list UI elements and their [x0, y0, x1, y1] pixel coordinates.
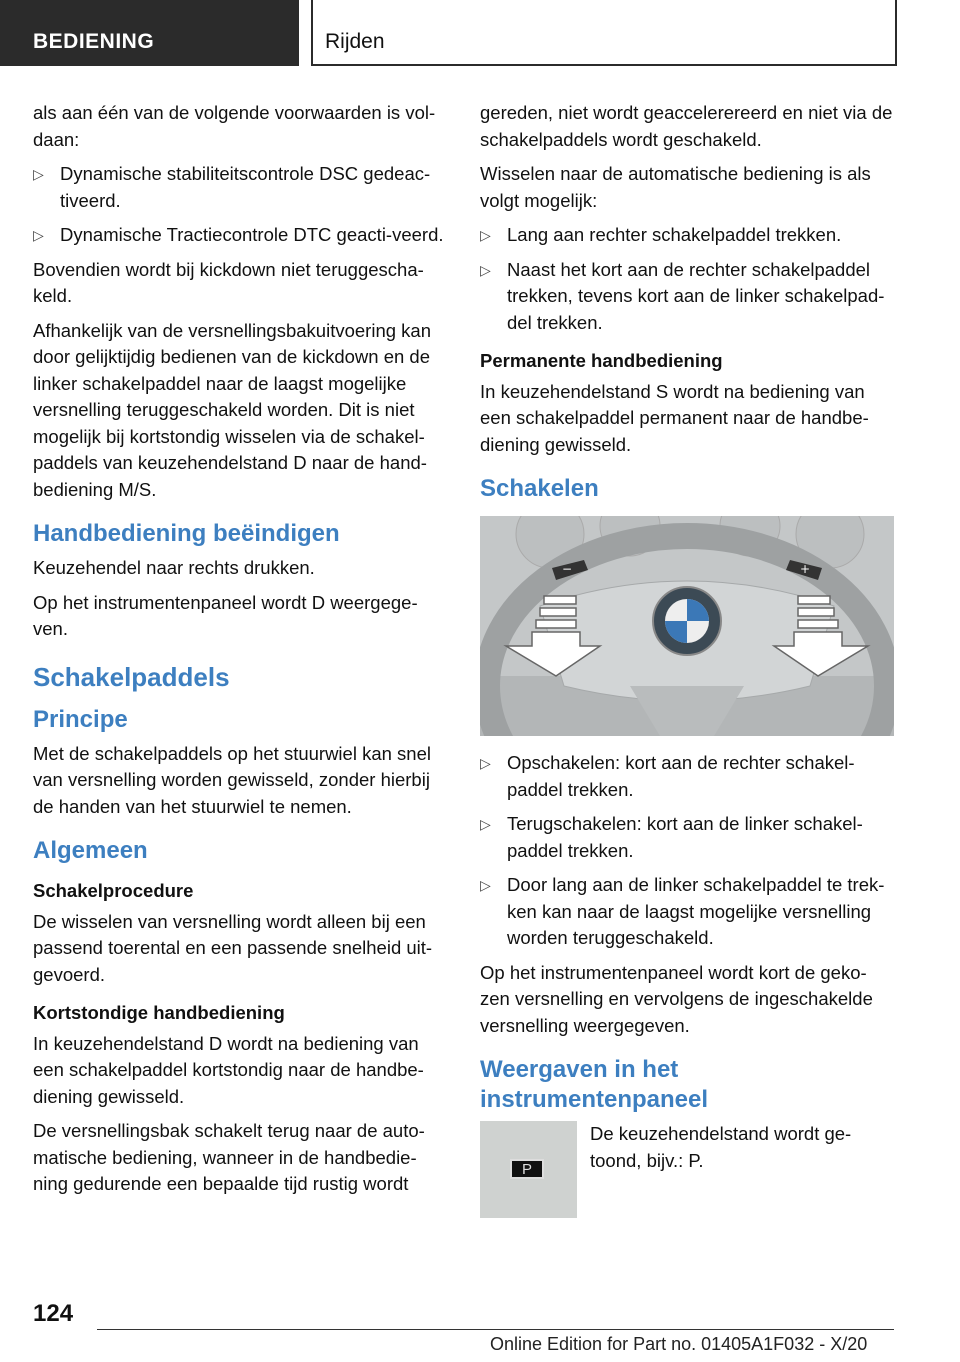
heading-schakelpaddels: Schakelpaddels	[33, 661, 230, 692]
list-item-text: Opschakelen: kort aan de rechter schakel-paddel trekken.	[507, 752, 855, 800]
list-item-text: Lang aan rechter schakelpaddel trekken.	[507, 224, 842, 245]
paragraph: Met de schakelpaddels op het stuurwiel kan snel van versnelling worden gewisseld, zonder hierbij de handen van het stuurwiel te nemen.	[33, 742, 431, 817]
list-item	[480, 257, 893, 337]
heading-kortstondige-handbediening: Kortstondige handbediening	[33, 1002, 285, 1023]
chapter-tab	[311, 0, 897, 66]
paragraph: Bovendien wordt bij kickdown niet teruggescha-keld.	[33, 258, 424, 306]
paragraph: Op het instrumentenpaneel wordt kort de geko-zen versnelling en vervolgens de ingeschakelde versnelling weergegeven.	[480, 961, 873, 1036]
paragraph: gereden, niet wordt geaccelerereerd en niet via de schakelpaddels wordt geschakeld.	[480, 102, 893, 150]
display-example	[480, 1121, 893, 1221]
paragraph: Op het instrumentenpaneel wordt D weergege-ven.	[33, 591, 418, 639]
page-header	[0, 0, 960, 68]
paragraph: als aan één van de volgende voorwaarden is vol-daan:	[33, 102, 436, 150]
paragraph: In keuzehendelstand D wordt na bediening van een schakelpaddel kortstondig naar de handbe-diening gewisseld.	[33, 1032, 424, 1107]
gear-indicator-icon	[510, 1159, 544, 1179]
list-item	[33, 161, 446, 214]
bullet-triangle-icon: ▷	[33, 227, 44, 243]
bullet-triangle-icon: ▷	[480, 261, 491, 278]
paragraph: De wisselen van versnelling wordt alleen bij een passend toerental en een passende snelheid uit-gevoerd.	[33, 910, 433, 985]
bullet-triangle-icon: ▷	[33, 166, 44, 182]
heading-schakelen: Schakelen	[480, 475, 599, 502]
list-item	[480, 750, 893, 803]
bullet-triangle-icon: ▷	[480, 227, 491, 243]
heading-schakelprocedure: Schakelprocedure	[33, 880, 194, 901]
section-title: BEDIENING	[33, 30, 155, 53]
heading-principe: Principe	[33, 705, 128, 733]
section-tab	[0, 0, 299, 66]
steering-wheel-illustration	[480, 516, 894, 736]
steering-wheel-icon	[480, 516, 894, 736]
gear-display-illustration	[480, 1121, 577, 1218]
bullet-triangle-icon: ▷	[480, 755, 491, 771]
list-item-text: Dynamische stabiliteitscontrole DSC gedeac-tiveerd.	[60, 163, 431, 211]
list-item-text: Naast het kort aan de rechter schakelpaddel trekken, tevens kort aan de linker schakelpad-del trekken.	[507, 258, 885, 333]
paragraph: De versnellingsbak schakelt terug naar de auto-matische bediening, wanneer in de handbedie-ning gedurende een bepaalde tijd rustig wordt	[33, 1120, 425, 1194]
page-number: 124	[33, 1300, 74, 1327]
paddel-plus-label: +	[800, 562, 811, 576]
paragraph: De keuzehendelstand wordt ge-toond, bijv.: P.	[590, 1123, 852, 1171]
left-column	[33, 100, 446, 1206]
chapter-title: Rijden	[325, 30, 385, 53]
list-item	[480, 811, 893, 864]
footer-edition: Online Edition for Part no. 01405A1F032 - X/20	[490, 1334, 868, 1354]
paddel-minus-label: −	[562, 562, 573, 576]
paragraph: Wisselen naar de automatische bediening is als volgt mogelijk:	[480, 163, 871, 211]
gear-indicator-letter: P	[522, 1161, 533, 1178]
list-item	[480, 222, 893, 249]
paragraph: Afhankelijk van de versnellingsbakuitvoering kan door gelijktijdig bedienen van de kickdown en de linker schakelpaddel naar de laagst mogelijke versnelling teruggeschakeld worden. Dit is niet mogelijk bij kortstondig wisselen via de schakel-paddels van keuzehendelstand D naar de hand-bediening M/S.	[33, 319, 431, 500]
bullet-triangle-icon: ▷	[480, 877, 491, 893]
right-column	[480, 100, 893, 1221]
paragraph: Keuzehendel naar rechts drukken.	[33, 557, 315, 578]
heading-weergaven-instrumentenpaneel: Weergaven in het instrumentenpaneel	[480, 1056, 709, 1113]
heading-algemeen: Algemeen	[33, 837, 148, 864]
heading-handbediening-beeindigen: Handbediening beëindigen	[33, 520, 340, 547]
list-item	[480, 872, 893, 952]
bullet-triangle-icon: ▷	[480, 816, 491, 832]
heading-permanente-handbediening: Permanente handbediening	[480, 350, 723, 371]
list-item-text: Door lang aan de linker schakelpaddel te trek-ken kan naar de laagst mogelijke versnelling worden teruggeschakeld.	[507, 874, 885, 948]
list-item	[33, 222, 446, 249]
footer-divider	[97, 1329, 894, 1330]
list-item-text: Dynamische Tractiecontrole DTC geacti-veerd.	[60, 224, 444, 245]
paragraph: In keuzehendelstand S wordt na bediening van een schakelpaddel permanent naar de handbe-diening gewisseld.	[480, 380, 869, 455]
list-item-text: Terugschakelen: kort aan de linker schakel-paddel trekken.	[507, 813, 863, 861]
